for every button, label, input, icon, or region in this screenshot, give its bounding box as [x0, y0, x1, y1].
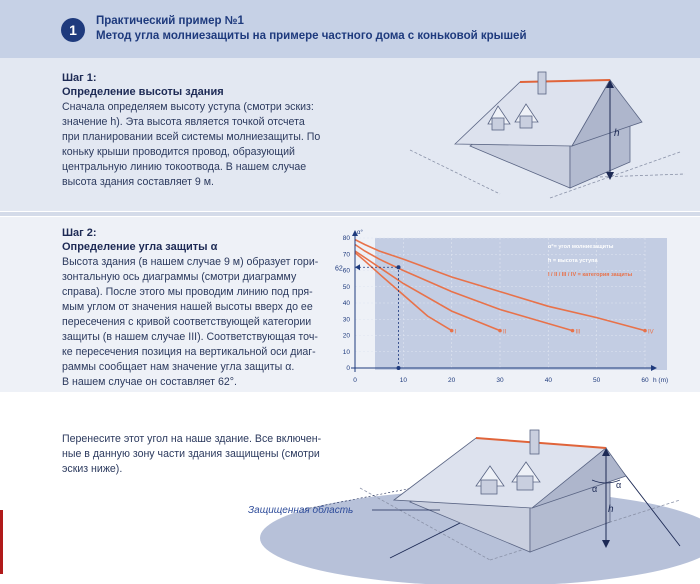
- protected-zone-sketch: [240, 410, 700, 584]
- y-tick-label: 70: [342, 251, 350, 259]
- y-tick-label: 50: [342, 283, 350, 291]
- text-line: ке пересечения позиция на вертикальной оси диаг-: [62, 346, 316, 358]
- alpha-label-right: α: [616, 480, 622, 490]
- page-edge-mark: [0, 510, 3, 574]
- text-line: центральную линию токоотвода. В нашем случае: [62, 161, 307, 173]
- text-line: В нашем случае он составляет 62°.: [62, 376, 237, 388]
- text-line: Высота здания (в нашем случае 9 м) образует гори-: [62, 256, 319, 268]
- text-line: зонтальную ось диаграммы (смотри диаграмму: [62, 271, 297, 283]
- x-tick-label: 60: [641, 377, 649, 384]
- step1-heading: Определение высоты здания: [62, 86, 224, 98]
- legend-entry: I / II / III / IV = категория защиты: [548, 272, 633, 278]
- house-height-sketch: [400, 62, 690, 210]
- series-label: I: [454, 329, 457, 336]
- text-line: при планировании всей системы молниезащиты. По: [62, 131, 321, 143]
- y-axis-title: α°: [357, 230, 363, 236]
- series-label: III: [575, 329, 581, 336]
- y-tick-label: 30: [342, 316, 350, 324]
- text-line: Сначала определяем высоту уступа (смотри эскиз:: [62, 101, 314, 113]
- legend-entry: h = высота уступа: [548, 258, 598, 264]
- x-tick-label: 10: [399, 377, 407, 384]
- x-tick-label: 30: [496, 377, 504, 384]
- text-line: справа). После этого мы проводим линию под пря-: [62, 286, 313, 298]
- protected-area-label: Защищенная область: [248, 505, 354, 516]
- y-tick-label: 80: [342, 235, 350, 242]
- y-tick-label: 40: [342, 300, 350, 307]
- x-tick-label: 20: [448, 377, 456, 384]
- x-tick-label: 0: [353, 377, 357, 384]
- header-bar: [0, 0, 700, 58]
- series-label: II: [503, 329, 507, 336]
- y-tick-label: 20: [342, 332, 350, 340]
- x-tick-label: 50: [593, 377, 601, 384]
- series-end-point: [643, 329, 647, 333]
- x-axis-title: h (m): [653, 377, 669, 384]
- text-line: значение h). Эта высота является точкой отсчета: [62, 116, 305, 128]
- title-line-1: Практический пример №1: [96, 15, 244, 27]
- text-line: пересечения с кривой соответствующей категории: [62, 316, 312, 328]
- page-title: [96, 14, 527, 44]
- protection-angle-chart: [335, 220, 695, 400]
- alpha-label-left: α: [592, 484, 598, 494]
- text-line: высота здания составляет 9 м.: [62, 176, 214, 188]
- example-number-badge: 1: [61, 18, 85, 42]
- text-line: Перенесите этот угол на наше здание. Все включен-: [62, 433, 322, 445]
- text-line: эскиз ниже).: [62, 463, 123, 475]
- chart-plot-area: [375, 238, 667, 370]
- text-line: мым углом от значения нашей высоты вверх до ее: [62, 301, 313, 313]
- title-line-2: Метод угла молниезащиты на примере частного дома с коньковой крышей: [96, 30, 527, 42]
- y-tick-label: 60: [342, 267, 350, 275]
- step1-label: Шаг 1:: [62, 72, 97, 84]
- legend-entry: α°= угол молниезащиты: [548, 244, 614, 250]
- step2-label: Шаг 2:: [62, 227, 97, 239]
- text-line: коньку крыши проводится провод, образующий: [62, 146, 295, 158]
- series-label: IV: [648, 329, 654, 336]
- series-end-point: [571, 329, 575, 333]
- reading-arrow: [355, 264, 360, 270]
- y-tick-label: 0: [346, 365, 350, 372]
- series-end-point: [498, 329, 502, 333]
- reading-label: 62: [335, 265, 343, 273]
- series-end-point: [450, 329, 454, 333]
- height-label: h: [608, 504, 614, 515]
- text-line: раммы сообщает нам значение угла защиты α.: [62, 361, 295, 373]
- x-tick-label: 40: [544, 377, 552, 384]
- reading-point: [397, 265, 401, 269]
- step2-text: [62, 255, 318, 390]
- step2-heading: Определение угла защиты α: [62, 241, 218, 253]
- step1-text: [62, 100, 320, 190]
- height-label: h: [614, 128, 620, 139]
- y-tick-label: 10: [342, 348, 350, 356]
- text-line: защиты (в нашем случае III). Соответствующая точ-: [62, 331, 318, 343]
- section-divider: [0, 212, 700, 216]
- text-line: ные в данную зону части здания защищены (смотри: [62, 448, 320, 460]
